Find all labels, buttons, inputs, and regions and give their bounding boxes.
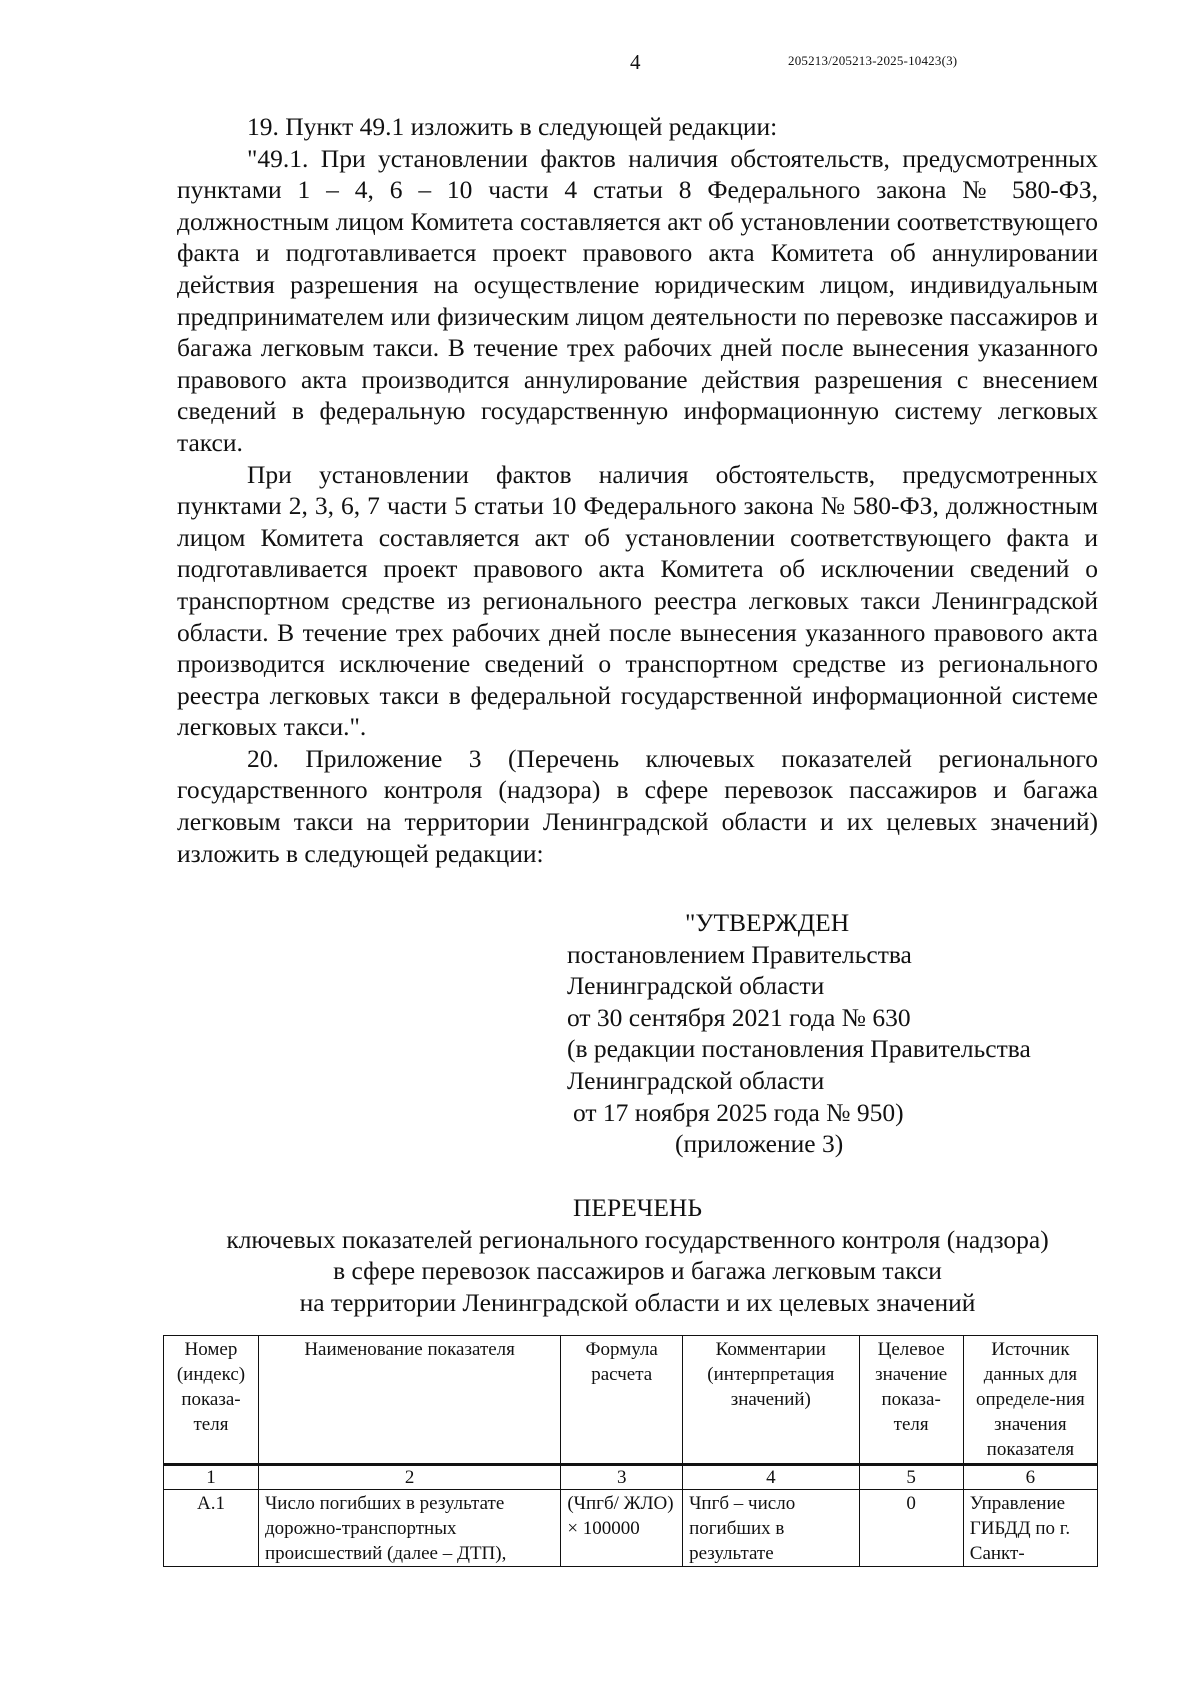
column-header-comment: Комментарии (интерпретация значений) (683, 1336, 859, 1465)
column-number: 1 (164, 1465, 259, 1490)
column-number: 5 (859, 1465, 963, 1490)
cell-target: 0 (859, 1490, 963, 1567)
cell-formula: (Чпгб/ ЖЛО) × 100000 (561, 1490, 683, 1567)
approval-line: от 17 ноября 2025 года № 950) (573, 1097, 904, 1127)
document-id: 205213/205213-2025-10423(3) (788, 53, 958, 68)
approval-line: Ленинградской области (567, 1065, 825, 1095)
column-header-name: Наименование показателя (258, 1336, 560, 1465)
approval-line: (в редакции постановления Правительства (567, 1034, 1031, 1064)
approval-block (567, 907, 1031, 1160)
approval-title: "УТВЕРЖДЕН (685, 908, 850, 937)
kpi-table (163, 1335, 1098, 1567)
table-row (164, 1490, 1098, 1567)
column-number: 6 (963, 1465, 1097, 1490)
list-subtitle: в сфере перевозок пассажиров и багажа легковым такси (333, 1256, 942, 1286)
column-header-formula: Формула расчета (561, 1336, 683, 1465)
column-number: 2 (258, 1465, 560, 1490)
column-header-index: Номер (индекс) показа-теля (164, 1336, 259, 1465)
cell-name: Число погибших в результате дорожно-транспортных происшествий (далее – ДТП), (258, 1490, 560, 1567)
approval-appendix-label: (приложение 3) (675, 1129, 844, 1159)
column-header-source: Источник данных для определе-ния значения показателя (963, 1336, 1097, 1465)
cell-source: Управление ГИБДД по г. Санкт- (963, 1490, 1097, 1567)
cell-index: А.1 (164, 1490, 259, 1567)
approval-line: постановлением Правительства (567, 939, 912, 969)
paragraph-item-20: 20. Приложение 3 (Перечень ключевых показателей регионального государственного контроля (надзора) в сфере перевозок пассажиров и багажа легковым такси на территории Ленинградской области и их целевых значений) изложить в следующей редакции: (177, 743, 1098, 868)
list-subtitle: ключевых показателей регионального государственного контроля (надзора) (226, 1224, 1049, 1254)
paragraph-49-1: "49.1. При установлении фактов наличия обстоятельств, предусмотренных пунктами 1 – 4, 6 – 10 части 4 статьи 8 Федерального закона № 580-ФЗ, должностным лицом Комитета составляется акт об установлении соответствующего факта и подготавливается проект правового акта Комитета об аннулировании действия разрешения на осуществление юридическим лицом, индивидуальным предпринимателем или физическим лицом деятельности по перевозке пассажиров и багажа легковым такси. В течение трех рабочих дней после вынесения указанного правового акта производится аннулирование действия разрешения с внесением сведений в федеральную государственную информационную систему легковых такси. (177, 143, 1098, 457)
approval-line: от 30 сентября 2021 года № 630 (567, 1002, 911, 1032)
paragraph-item-19: 19. Пункт 49.1 изложить в следующей редакции: (247, 112, 778, 141)
cell-comment: Чпгб – число погибших в результате (683, 1490, 859, 1567)
column-number: 3 (561, 1465, 683, 1490)
column-header-target: Целевое значение показа-теля (859, 1336, 963, 1465)
column-number: 4 (683, 1465, 859, 1490)
list-title (177, 1192, 1098, 1318)
table-header-row (164, 1336, 1098, 1465)
approval-line: Ленинградской области (567, 971, 825, 1001)
page-number: 4 (630, 50, 641, 74)
paragraph-49-1-second: При установлении фактов наличия обстоятельств, предусмотренных пунктами 2, 3, 6, 7 части 5 статьи 10 Федерального закона № 580-ФЗ, должностным лицом Комитета составляется акт об установлении соответствующего факта и подготавливается проект правового акта Комитета об исключении сведений о транспортном средстве из регионального реестра легковых такси Ленинградской области. В течение трех рабочих дней после вынесения указанного правового акта производится исключение сведений о транспортном средстве из регионального реестра легковых такси в федеральной государственной информационной системе легковых такси.". (177, 459, 1098, 742)
document-body (177, 111, 1098, 869)
column-number-row (164, 1465, 1098, 1490)
list-heading: ПЕРЕЧЕНЬ (573, 1193, 702, 1222)
list-subtitle: на территории Ленинградской области и их целевых значений (299, 1287, 976, 1317)
